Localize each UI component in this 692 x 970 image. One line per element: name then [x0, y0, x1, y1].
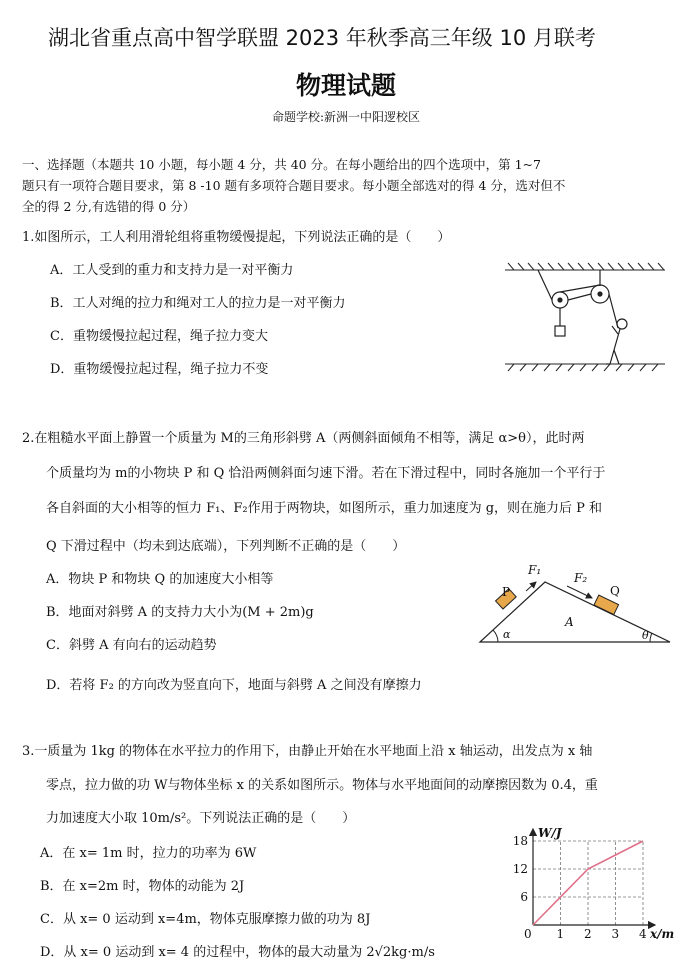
q2-option-c: C．斜劈 A 有向右的运动趋势	[46, 638, 217, 653]
q3-option-c: C．从 x= 0 运动到 x=4m，物体克服摩擦力做的功为 8J	[40, 912, 371, 927]
x-axis-label: x/m	[650, 927, 675, 941]
q3-option-d: D．从 x= 0 运动到 x= 4 的过程中，物体的最大动量为 2√2kg·m/s	[40, 945, 435, 960]
section-instruction-line: 一、选择题（本题共 10 小题，每小题 4 分，共 40 分。在每小题给出的四个选项中，第 1~7	[22, 157, 541, 172]
q2-stem-line: 各自斜面的大小相等的恒力 F₁、F₂作用于两物块，如图所示，重力加速度为 g，则在施力后 P 和	[46, 501, 603, 516]
q2-option-d: D．若将 F₂ 的方向改为竖直向下，地面与斜劈 A 之间没有摩擦力	[46, 678, 422, 693]
q1-pulley-figure	[500, 258, 670, 378]
q3-stem-line: 零点，拉力做的功 W与物体坐标 x 的关系如图所示。物体与水平地面间的动摩擦因数为 0.4，重	[46, 778, 598, 793]
subject-title: 物理试题	[295, 71, 396, 100]
x-tick-label: 0	[524, 927, 532, 941]
force-f1-arrow	[526, 582, 536, 591]
q1-option-b: B．工人对绳的拉力和绳对工人的拉力是一对平衡力	[50, 296, 346, 311]
q2-option-b: B．地面对斜劈 A 的支持力大小为(M + 2m)g	[46, 605, 314, 620]
ceiling	[505, 263, 665, 270]
label-f1: F₁	[528, 563, 542, 577]
x-tick-label: 2	[584, 927, 592, 941]
q2-stem-line: Q 下滑过程中（均未到达底端），下列判断不正确的是（ ）	[46, 539, 406, 554]
setter-school: 命题学校:新洲一中阳逻校区	[271, 110, 421, 124]
y-tick-label: 12	[512, 862, 528, 876]
q2-stem-line: 2.在粗糙水平面上静置一个质量为 M的三角形斜劈 A（两侧斜面倾角不相等，满足 α>θ），此时两	[22, 431, 585, 446]
q2-incline-figure	[470, 562, 680, 650]
label-a: A	[565, 615, 574, 629]
q1-option-c: C．重物缓慢拉起过程，绳子拉力变大	[50, 329, 268, 344]
x-tick-label: 1	[556, 927, 565, 941]
label-q: Q	[610, 584, 620, 598]
section-instruction-line: 全的得 2 分,有选错的得 0 分）	[22, 199, 196, 214]
q3-option-a: A．在 x= 1m 时，拉力的功率为 6W	[40, 846, 257, 861]
q1-stem: 1.如图所示，工人利用滑轮组将重物缓慢提起，下列说法正确的是（ ）	[22, 230, 451, 245]
q1-option-a: A．工人受到的重力和支持力是一对平衡力	[50, 263, 294, 278]
x-tick-label: 4	[639, 927, 647, 941]
chart-grid	[533, 841, 643, 925]
section-instruction-line: 题只有一项符合题目要求，第 8 -10 题有多项符合题目要求。每小题全部选对的得 4 分，选对但不	[22, 178, 566, 193]
angle-alpha-arc	[493, 630, 498, 642]
q3-stem-line: 3.一质量为 1kg 的物体在水平拉力的作用下，由静止开始在水平地面上沿 x 轴运动，出发点为 x 轴	[22, 744, 593, 759]
y-axis-label: W/J	[538, 826, 562, 840]
q2-stem-line: 个质量均为 m的小物块 P 和 Q 恰沿两侧斜面匀速下滑。若在下滑过程中，同时各施加一个平行于	[46, 466, 606, 481]
exam-title: 湖北省重点高中智学联盟 2023 年秋季高三年级 10 月联考	[48, 26, 596, 50]
label-f2: F₂	[574, 571, 588, 585]
label-alpha: α	[503, 628, 511, 641]
q3-stem-line: 力加速度大小取 10m/s²。下列说法正确的是（ ）	[46, 811, 356, 826]
pulley-system	[538, 270, 618, 336]
label-p: P	[502, 585, 511, 599]
force-f2-arrow	[567, 586, 592, 598]
y-tick-label: 6	[520, 890, 528, 904]
angle-theta-arc	[650, 633, 652, 642]
ground	[505, 364, 665, 371]
q3-option-b: B．在 x=2m 时，物体的动能为 2J	[40, 879, 245, 894]
q1-option-d: D．重物缓慢拉起过程，绳子拉力不变	[50, 362, 269, 377]
y-tick-label: 18	[512, 834, 528, 848]
worker-figure	[606, 319, 627, 364]
q2-option-a: A．物块 P 和物块 Q 的加速度大小相等	[46, 572, 274, 587]
x-tick-label: 3	[611, 927, 620, 941]
q3-work-position-chart	[505, 825, 685, 945]
label-theta: θ	[642, 629, 649, 642]
